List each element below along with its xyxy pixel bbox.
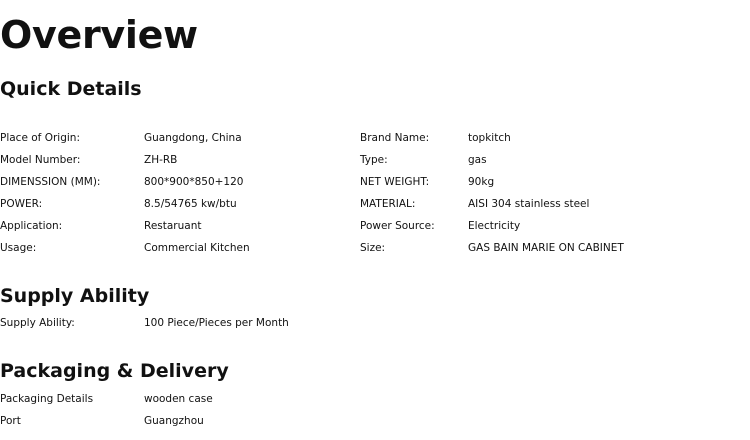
spec-value: AISI 304 stainless steel <box>468 198 590 210</box>
spec-label: Type: <box>360 154 388 166</box>
spec-label: Size: <box>360 242 386 254</box>
supply-value: 100 Piece/Pieces per Month <box>144 317 289 329</box>
packaging-delivery-heading: Packaging & Delivery <box>0 360 229 382</box>
packaging-value: wooden case <box>144 393 213 405</box>
packaging-row <box>0 388 750 410</box>
spec-row <box>0 149 750 171</box>
port-label: Port <box>0 415 21 427</box>
spec-value: Electricity <box>468 220 521 232</box>
spec-value: Guangdong, China <box>144 132 242 144</box>
packaging-label: Packaging Details <box>0 393 94 405</box>
spec-label: MATERIAL: <box>360 198 416 210</box>
spec-label: Power Source: <box>360 220 435 232</box>
spec-value: 8.5/54765 kw/btu <box>144 198 237 210</box>
spec-value: gas <box>468 154 487 166</box>
spec-value: topkitch <box>468 132 511 144</box>
port-row <box>0 410 750 432</box>
spec-value: Restaruant <box>144 220 202 232</box>
spec-row <box>0 237 750 259</box>
spec-label: NET WEIGHT: <box>360 176 430 188</box>
page-title: Overview <box>0 13 198 57</box>
spec-label: Usage: <box>0 242 37 254</box>
spec-value: 90kg <box>468 176 495 188</box>
supply-row <box>0 312 750 334</box>
spec-value: Commercial Kitchen <box>144 242 250 254</box>
supply-label: Supply Ability: <box>0 317 75 329</box>
quick-details-heading: Quick Details <box>0 78 142 100</box>
spec-label: DIMENSSION (MM): <box>0 176 101 188</box>
spec-value: GAS BAIN MARIE ON CABINET <box>468 242 624 254</box>
spec-label: Application: <box>0 220 63 232</box>
spec-row <box>0 127 750 149</box>
spec-row <box>0 193 750 215</box>
spec-value: ZH-RB <box>144 154 178 166</box>
spec-label: Place of Origin: <box>0 132 80 144</box>
spec-label: Brand Name: <box>360 132 430 144</box>
spec-row <box>0 171 750 193</box>
spec-value: 800*900*850+120 <box>144 176 244 188</box>
supply-ability-heading: Supply Ability <box>0 285 150 307</box>
spec-label: POWER: <box>0 198 43 210</box>
spec-row <box>0 215 750 237</box>
port-value: Guangzhou <box>144 415 204 427</box>
spec-label: Model Number: <box>0 154 81 166</box>
